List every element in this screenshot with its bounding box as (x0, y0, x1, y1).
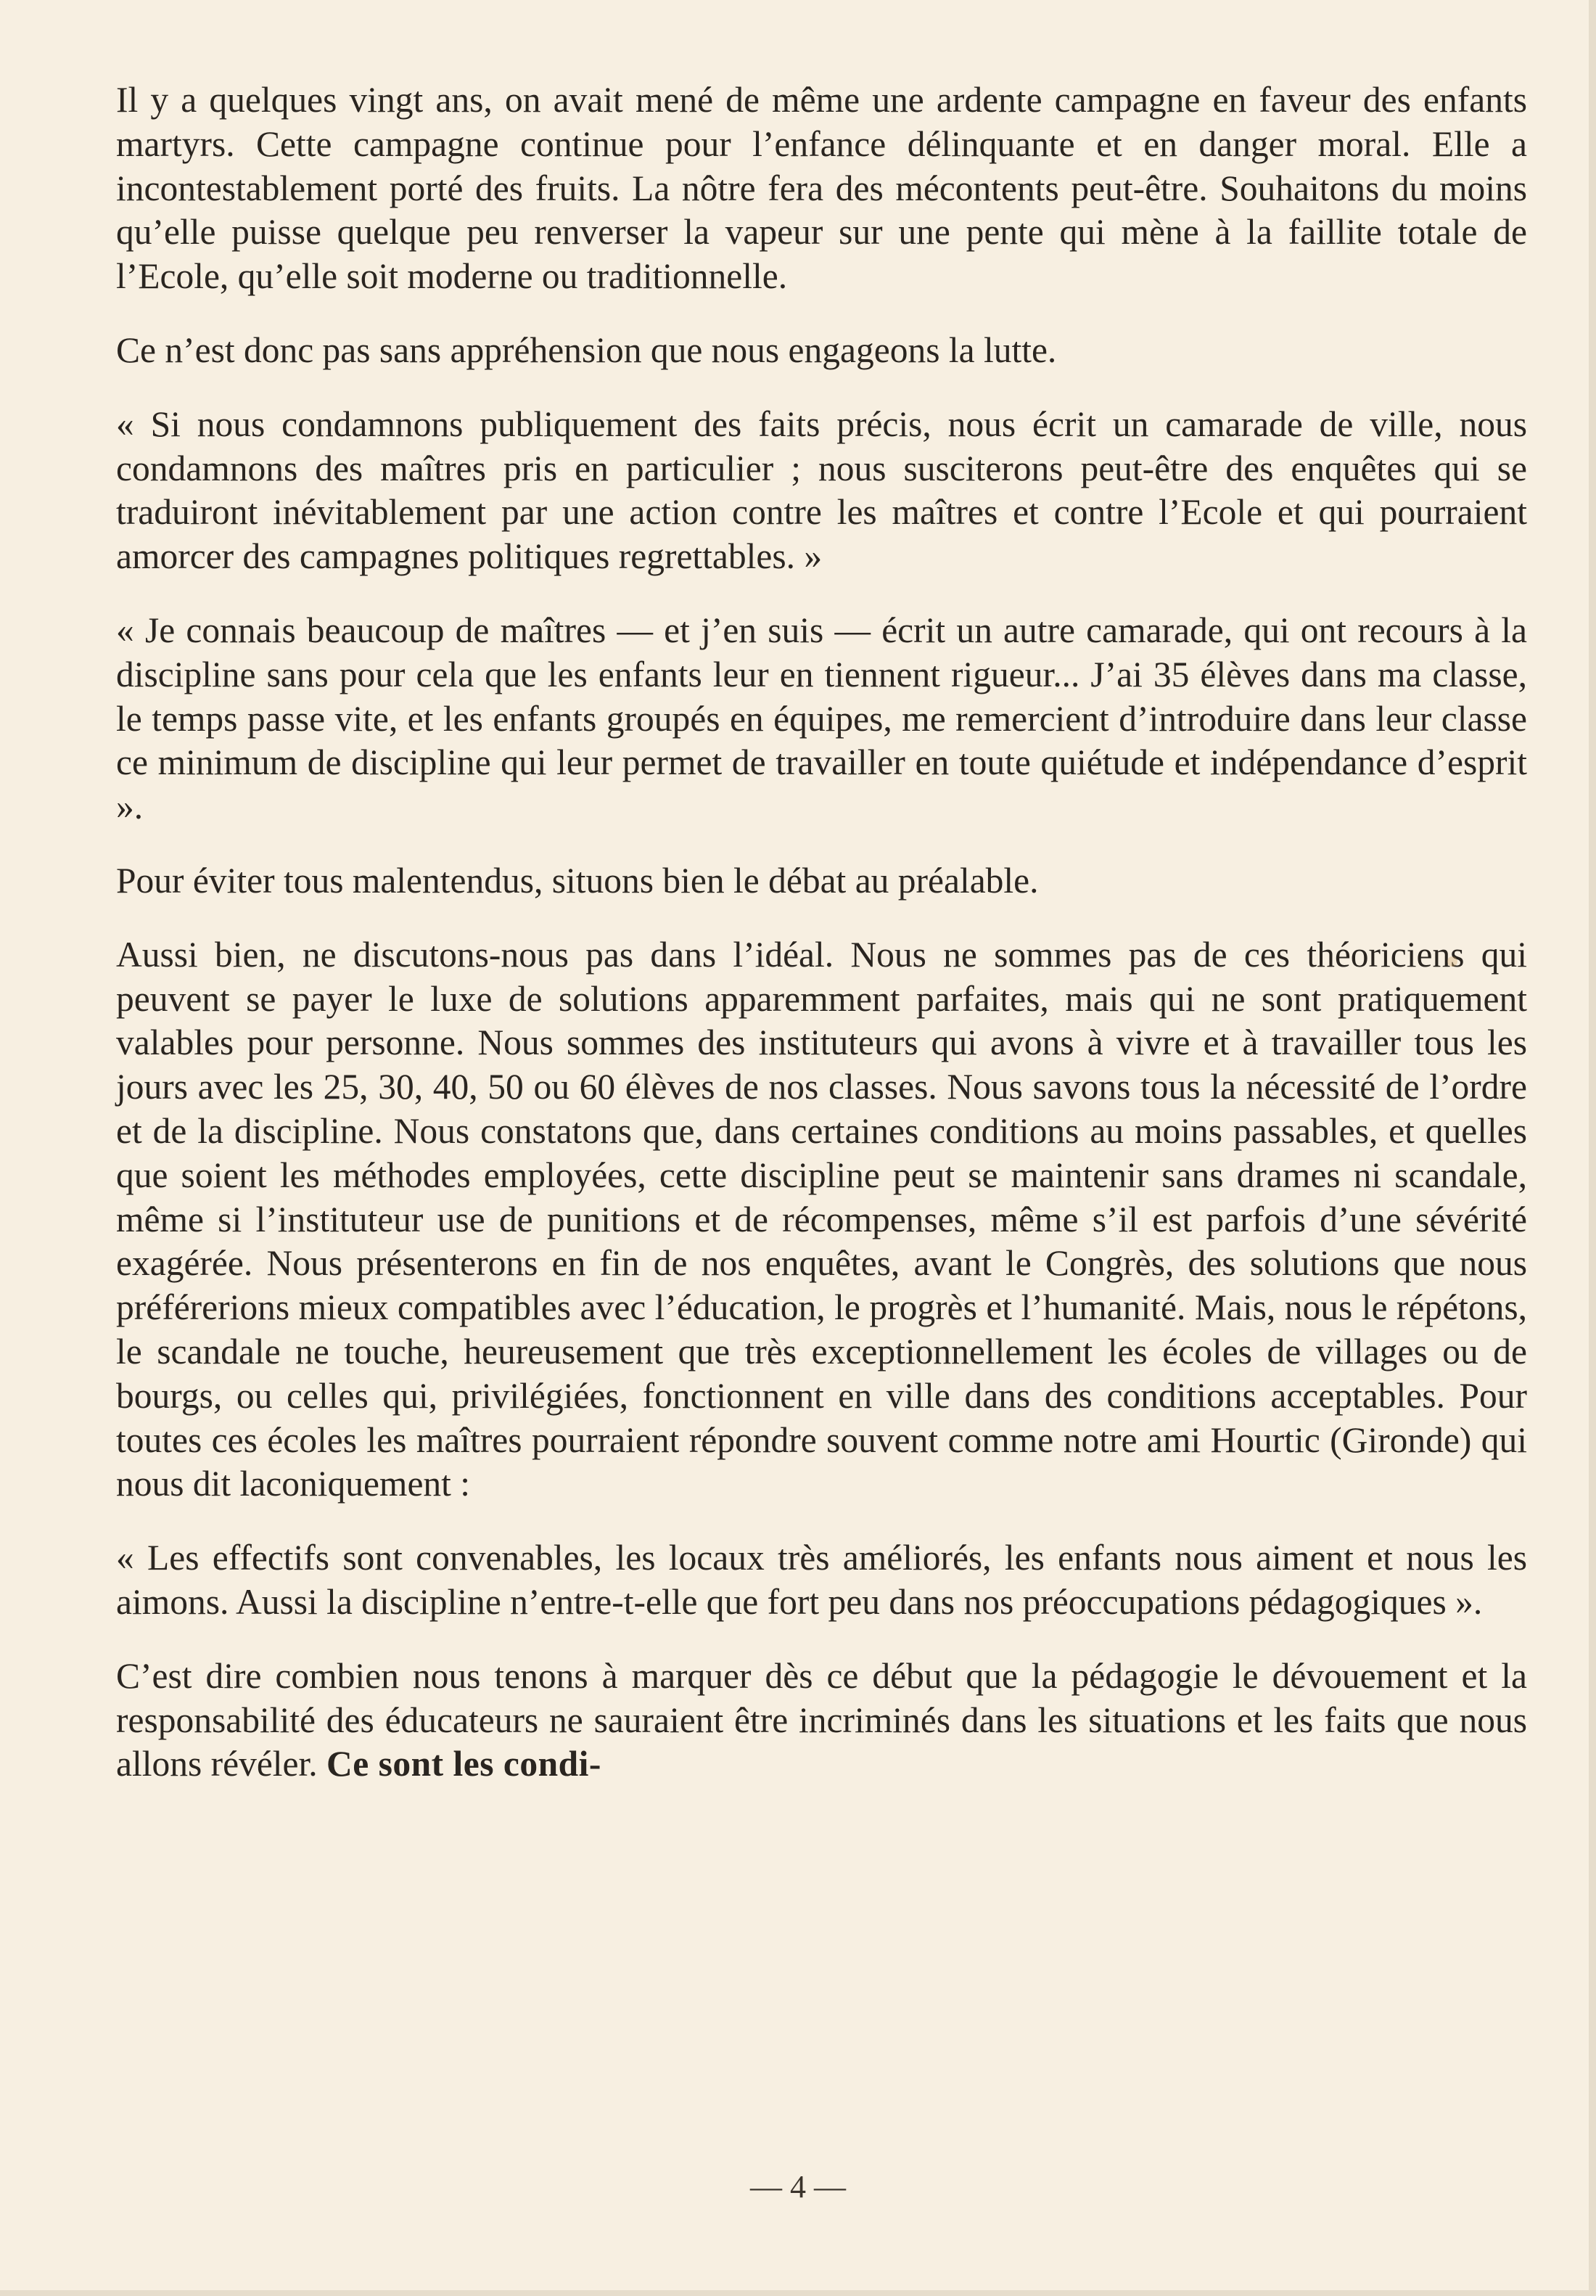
body-text (116, 78, 1527, 1787)
page-number: — 4 — (750, 2169, 846, 2205)
paragraph-8 (116, 1655, 1527, 1787)
paragraph-8-bold-tail: Ce sont les condi- (326, 1744, 601, 1784)
paragraph-7-quote: « Les effectifs sont convenables, les locaux très améliorés, les enfants nous aiment et nous les aimons. Aussi la discipline n’entre-t-elle que fort peu dans nos préoccupations pédagogiques ». (116, 1538, 1527, 1622)
paragraph-4-quote: « Je connais beaucoup de maîtres — et j’en suis — écrit un autre camarade, qui ont recours à la discipline sans pour cela que les enfants leur en tiennent rigueur... J’ai 35 élèves dans ma classe, le temps passe vite, et les enfants groupés en équipes, me remercient d’introduire dans leur classe ce minimum de discipline qui leur permet de travailler en toute quiétude et indépendance d’esprit ». (116, 610, 1527, 827)
paragraph-2: Ce n’est donc pas sans appréhension que nous engageons la lutte. (116, 329, 1057, 370)
paragraph-5: Pour éviter tous malentendus, situons bien le débat au préalable. (116, 860, 1039, 901)
paragraph-6: Aussi bien, ne discutons-nous pas dans l’idéal. Nous ne sommes pas de ces théoriciens qui peuvent se payer le luxe de solutions apparemment parfaites, mais qui ne sont pratiquement valables pour personne. Nous sommes des instituteurs qui avons à vivre et à travailler tous les jours avec les 25, 30, 40, 50 ou 60 élèves de nos classes. Nous savons tous la nécessité de l’ordre et de la discipline. Nous constatons que, dans certaines conditions au moins passables, et quelles que soient les méthodes employées, cette discipline peut se maintenir sans drames ni scandale, même si l’instituteur use de punitions et de récompenses, même s’il est parfois d’une sévérité exagérée. Nous présenterons en fin de nos enquêtes, avant le Congrès, des solutions que nous préférerions mieux compatibles avec l’éducation, le progrès et l’humanité. Mais, nous le répétons, le scandale ne touche, heureusement que très exceptionnellement les écoles de villages ou de bourgs, ou celles qui, privilégiées, fonctionnent en ville dans des conditions acceptables. Pour toutes ces écoles les maîtres pourraient répondre souvent comme notre ami Hourtic (Gironde) qui nous dit laconiquement : (116, 934, 1527, 1504)
paragraph-1: Il y a quelques vingt ans, on avait mené de même une ardente campagne en faveur des enfants martyrs. Cette campagne continue pour l’enfance délinquante et en danger moral. Elle a incontestablement porté des fruits. La nôtre fera des mécontents peut-être. Souhaitons du moins qu’elle puisse quelque peu renverser la vapeur sur une pente qui mène à la faillite totale de l’Ecole, qu’elle soit moderne ou traditionnelle. (116, 80, 1527, 297)
paragraph-3-quote: « Si nous condamnons publiquement des faits précis, nous écrit un camarade de ville, nous condamnons des maîtres pris en particulier ; nous susciterons peut-être des enquêtes qui se traduiront inévitablement par une action contre les maîtres et contre l’Ecole et qui pourraient amorcer des campagnes politiques regrettables. » (116, 403, 1527, 577)
paragraph-8-text: C’est dire combien nous tenons à marquer dès ce début que la pédagogie le dévouement et la responsabilité des éducateurs ne sauraient être incriminés dans les situations et les faits que nous allons révéler. (116, 1655, 1527, 1784)
paper-smudge (1447, 956, 1457, 967)
